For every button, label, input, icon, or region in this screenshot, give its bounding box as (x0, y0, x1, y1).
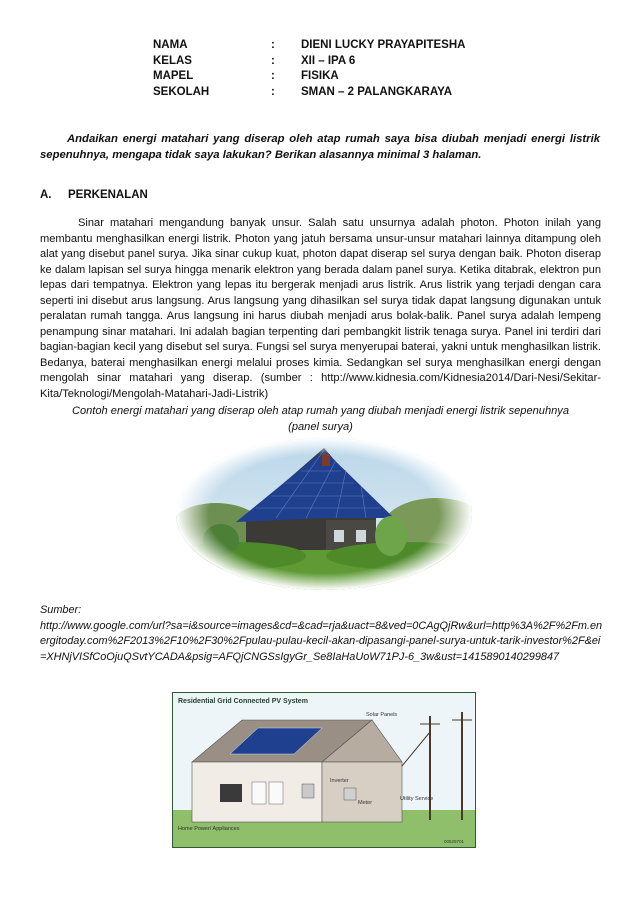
diagram-title: Residential Grid Connected PV System (178, 698, 308, 705)
assignment-question: Andaikan energi matahari yang diserap oleh atap rumah saya bisa diubah menjadi energi listrik sepenuhnya, mengapa tidak saya lakukan? Berikan alasannya minimal 3 halaman. (40, 133, 600, 161)
pv-system-diagram (172, 692, 476, 848)
figure-caption (40, 404, 601, 435)
identity-label: MAPEL (153, 70, 194, 83)
identity-row-name (153, 38, 465, 54)
source-label: Sumber: (40, 604, 82, 616)
meter-box (344, 788, 356, 800)
identity-separator: : (271, 54, 275, 67)
identity-label: KELAS (153, 54, 192, 67)
identity-row-class (153, 54, 465, 70)
solar-house-photo (176, 438, 472, 590)
caption-line: Contoh energi matahari yang diserap oleh atap rumah yang diubah menjadi energi listrik sepenuhnya (71, 405, 570, 417)
source-url: http://www.google.com/url?sa=i&source=images&cd=&cad=rja&uact=8&ved=0CAgQjRw&url=http%3A%2F%2Fm.energitoday.com%2F2013%2F10%2F30%2Fpulau-pulau-kecil-akan-dipasangi-panel-surya-untuk-tarik-investor%2F&ei=XHNjVISfCoOjuQSvtYCADA&psig=AFQjCNGSsIgyGr_Se8IaHaUoW71PJ-6_3w&ust=1415890140299847 (40, 619, 603, 663)
image-source (40, 603, 606, 665)
caption-line: (panel surya) (288, 420, 353, 433)
inverter-box (302, 784, 314, 798)
identity-row-subject (153, 69, 465, 85)
identity-value: FISIKA (301, 70, 339, 83)
section-heading (40, 189, 148, 201)
label-diagram-code: 00529701 (444, 839, 465, 844)
identity-label: SEKOLAH (153, 85, 210, 98)
identity-block (153, 38, 465, 100)
identity-value: SMAN – 2 PALANGKARAYA (301, 85, 453, 98)
label-solar-panels: Solar Panels (366, 712, 398, 718)
identity-separator: : (271, 39, 275, 51)
identity-label: NAMA (153, 39, 188, 51)
section-number: A. (40, 189, 52, 201)
identity-separator: : (271, 85, 275, 98)
section-title: PERKENALAN (68, 189, 148, 201)
identity-value: DIENI LUCKY PRAYAPITESHA (301, 39, 466, 51)
identity-value: XII – IPA 6 (301, 54, 356, 67)
label-meter: Meter (358, 800, 373, 806)
identity-separator: : (271, 70, 275, 83)
appliance-washer (252, 782, 266, 804)
label-inverter: Inverter (330, 778, 349, 784)
label-utility-service: Utility Service (400, 796, 434, 802)
identity-row-school (153, 85, 465, 101)
appliance-tv (220, 784, 242, 802)
body-paragraph: Sinar matahari mengandung banyak unsur. Salah satu unsurnya adalah photon. Photon inilah yang membantu menghasilkan energi listrik. Photon yang jatuh bersama unsur-unsur matahari lainnya ditampung oleh alat yang disebut panel surya. Jika sinar cukup kuat, photon dapat diserap sel surya dengan baik. Photon diserap ke dalam lapisan sel surya hingga menarik elektron yang berada dalam panel surya. Ketika ditabrak, elektron pun lepas dari tempatnya. Elektron yang lepas itu bergerak menjadi arus listrik. Arus listrik yang terjadi dengan cara seperti ini disebut arus langsung. Arus langsung yang dihasilkan sel surya tidak dapat langsung digunakan untuk peralatan rumah tangga. Arus langsung ini harus diubah menjadi arus bolak-balik. Panel surya adalah lempeng penampung sinar matahari. Ini adalah bagian terpenting dari pembangkit listrik tenaga surya. Panel ini terdiri dari bagian-bagian kecil yang disebut sel surya. Fungsi sel surya menyerupai baterai, yakni untuk menghasilkan listrik. Bedanya, baterai menghasilkan energi melalui proses kimia. Sedangkan sel surya menghasilkan energi dengan mengolah sinar matahari yang diserap. (sumber : http://www.kidnesia.com/Kidnesia2014/Dari-Nesi/Sekitar-Kita/Teknologi/Mengolah-Matahari-Jadi-Listrik) (40, 217, 601, 401)
label-home-appliances: Home Power/ Appliances (178, 826, 240, 832)
